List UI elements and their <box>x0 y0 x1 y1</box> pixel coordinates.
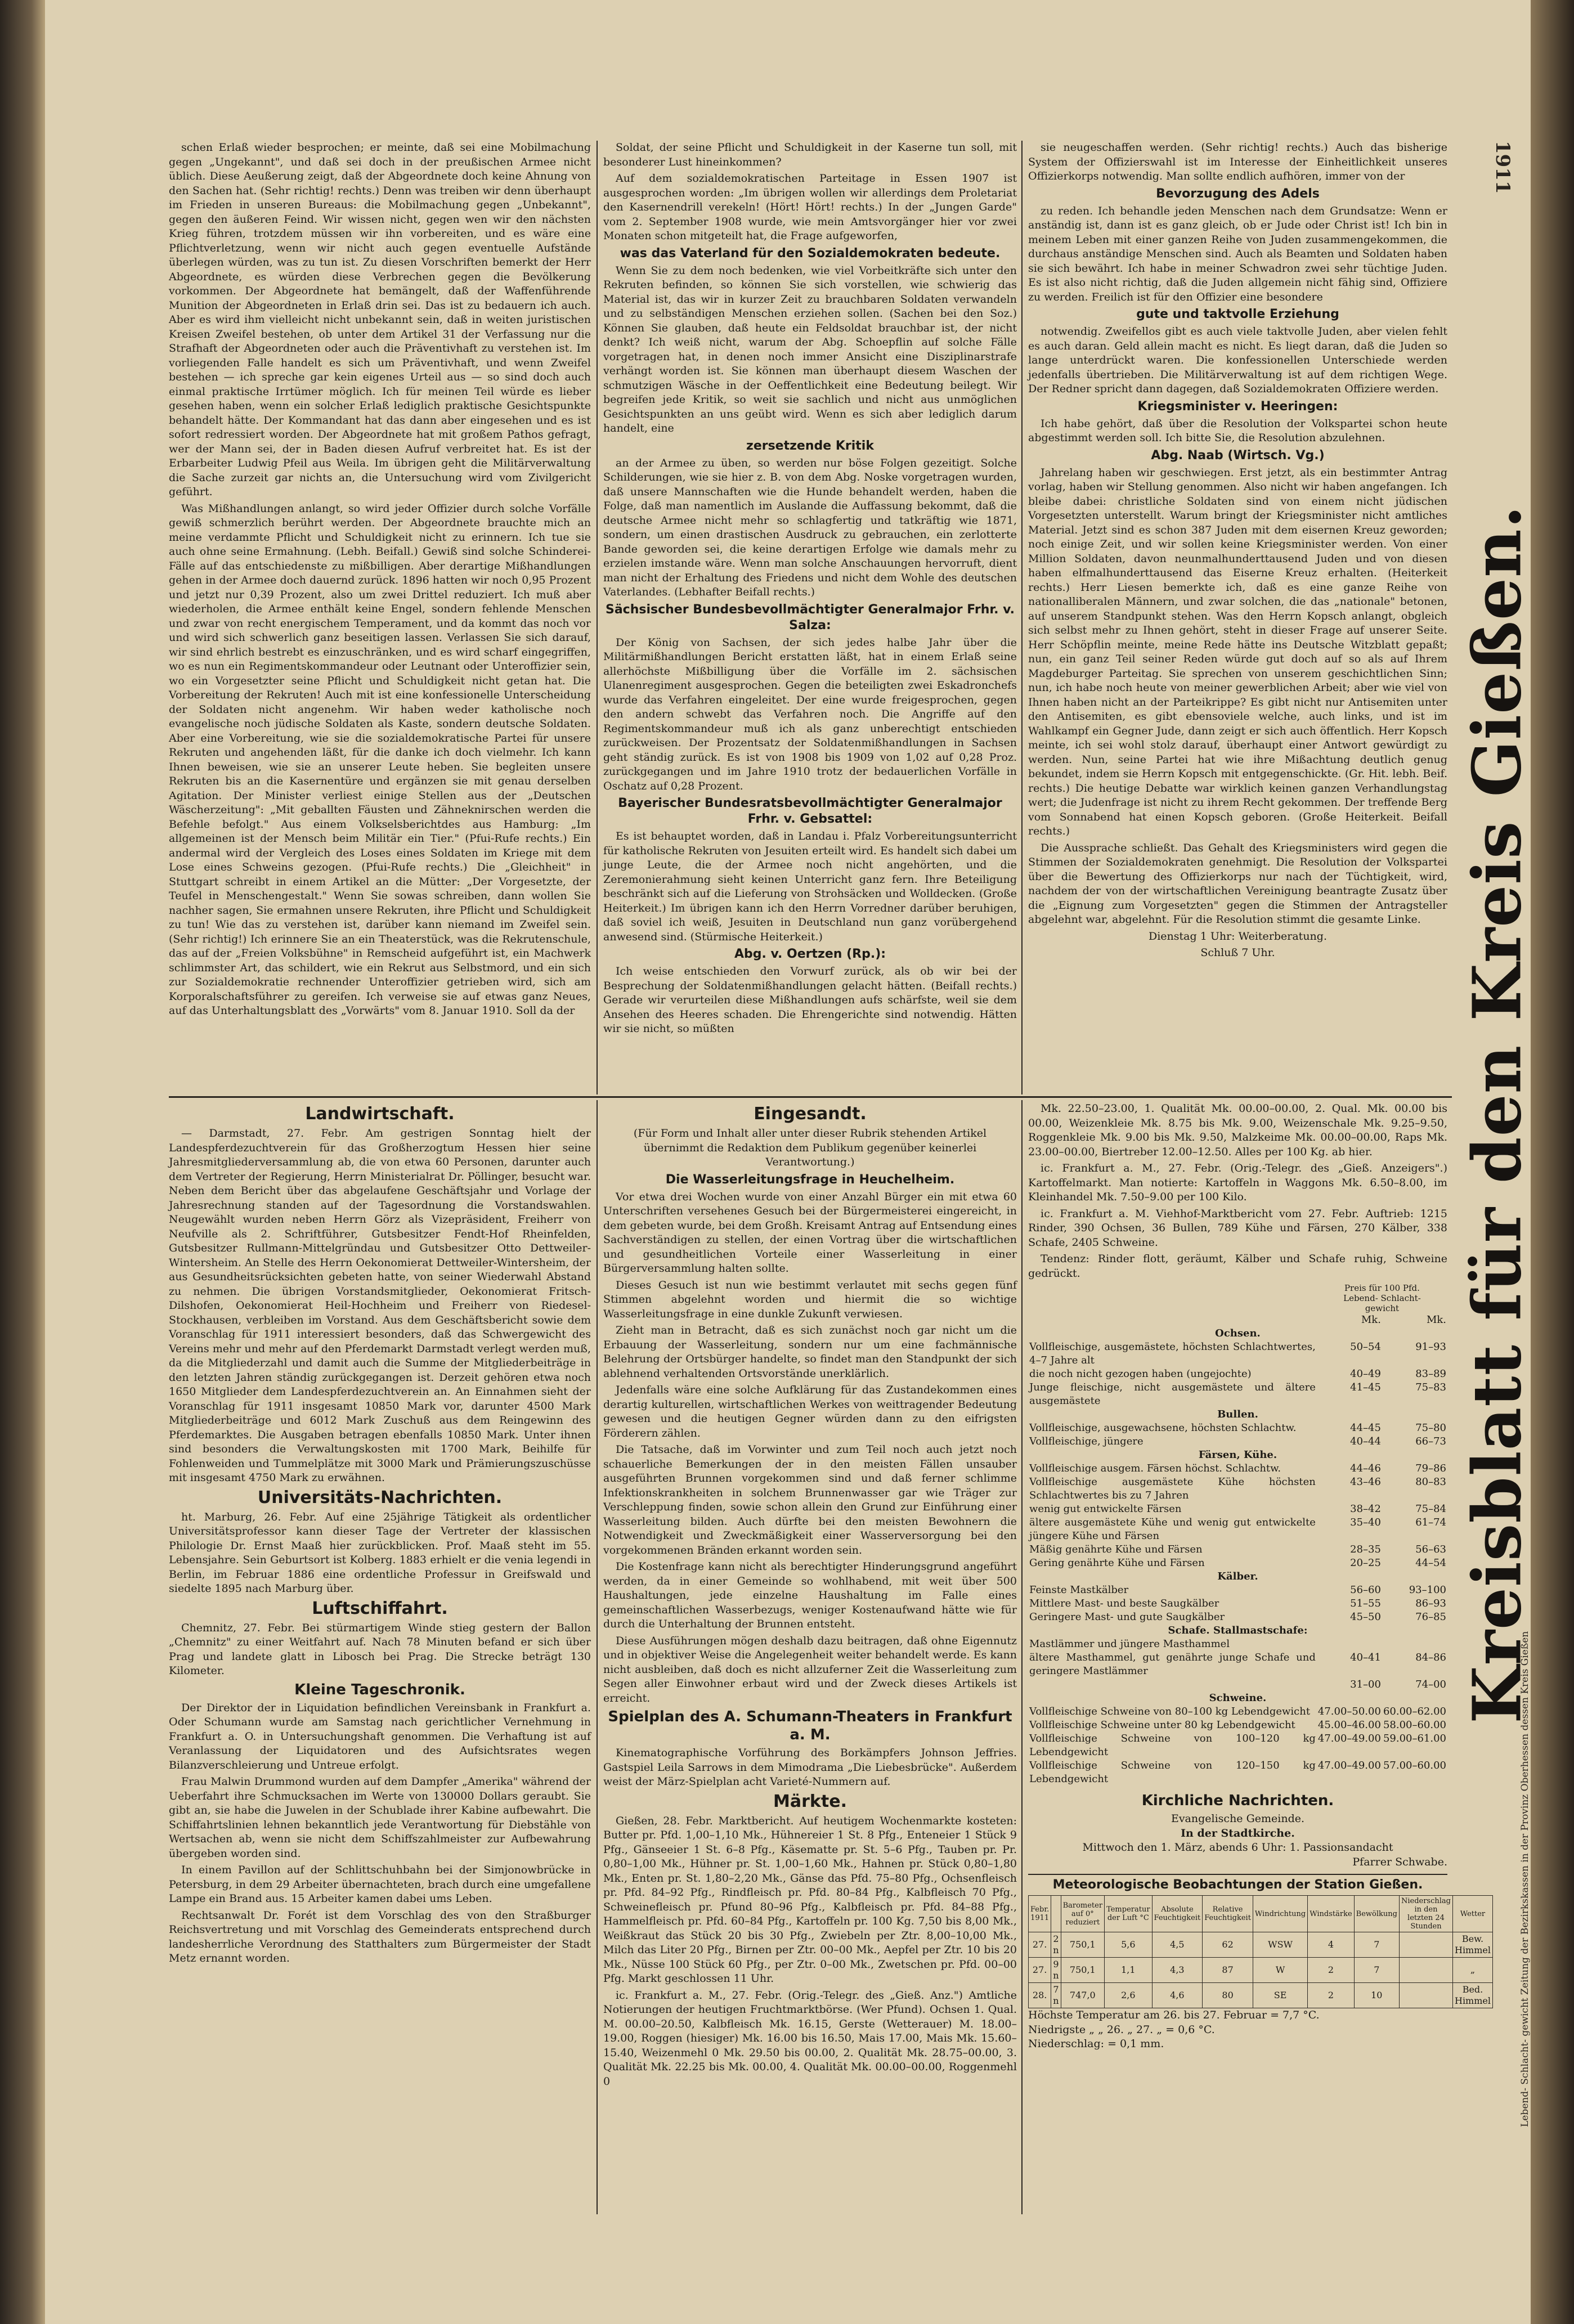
subheading: Bevorzugung des Adels <box>1156 186 1320 201</box>
lower-column-1 <box>169 1102 591 2213</box>
price-row <box>1028 1597 1447 1610</box>
subheading: gute und taktvolle Erziehung <box>1136 307 1339 321</box>
price-value: 43–46 <box>1350 1476 1381 1488</box>
price-value: 80–83 <box>1415 1476 1446 1488</box>
paragraph: Was Mißhandlungen anlangt, so wird jeder Offizier durch solche Vorfälle gewiß schmerzlich berührt werden. Der Abgeordnete brauchte mich an meine verdammte Pflicht und Schuldigkeit nicht zu erinnern. Ich tue sie auch ohne seine Ermahnung. (Lebh. Beifall.) Gewiß sind solche Schinderei-Fälle auf das entschiedenste zu mißbilligen. Aber derartige Mißhandlungen gehen in der Armee doch dauernd zurück. 1896 hatten wir noch 0,95 Prozent und jetzt nur 0,39 Prozent, also um zwei Drittel reduziert. Ich muß aber wiederholen, die Armee enthält keine Engel, sondern fehlende Menschen und zwar von recht energischem Temperament, und da kommt das noch vor und wird sich schwerlich ganz beseitigen lassen. Verlassen Sie sich darauf, wir sind ehrlich bestrebt es einzuschränken, und es wird scharf eingegriffen, wo es nun ein Regimentskommandeur oder Leutnant oder Unteroffizier sein, wo ein Vorgesetzter seine Pflicht und Schuldigkeit nicht getan hat. Die Vorbereitung der Rekruten! Auch mit ist eine konfessionelle Unterscheidung der Soldaten nicht angenehm. Wir haben weder katholische noch evangelische noch jüdische Soldaten als Kaste, sondern deutsche Soldaten. Aber eine Vorbereitung, wie sie die sozialdemokratische Partei für unsere Rekruten und angehenden läßt, für die danke ich doch vielmehr. Ich kann Ihnen beweisen, wie sie an unserer Leute heben. Sie begleiten unsere Rekruten bis an die Kasernentüre und ergänzen sie mit genau derselben Agitation. Der Minister verliest einige Stellen aus der „Deutschen Wäscherzeitung": „Mit geballten Fäusten und Zähneknirschen werden die Befehle befolgt." Aus einem Volkselsberichtdes aus Hamburg: „Im allgemeinen ist der Mensch beim Militär ein Tier." (Pfui-Rufe rechts.) Ein andermal wird der Vergleich des Loses eines Soldaten im Kriege mit dem Lose eines Schweins gezogen. (Pfui-Rufe rechts.) Die „Gleichheit" in Stuttgart schreibt in einem Artikel an die Mütter: „Der Vorgesetzte, der Teufel in Menschengestalt." Wenn Sie sowas schreiben, dann wollen Sie nachher sagen, Sie ermahnen unsere Rekruten, ihre Pflicht und Schuldigkeit zu tun! Wie das zu verstehen ist, darüber kann niemand im Zweifel sein. (Sehr richtig!) Ich erinnere Sie an ein Theaterstück, was die Rekrutenschule, das auf der „Freien Volksbühne" in Remscheid aufgeführt ist, ein Machwerk schlimmster Art, das schildert, wie ein Rekrut aus Selbstmord, und ein sich zur Sozialdemokratie rechnender Unteroffizier getrieben wird, sich am Korporalschaftsführer zu gereifen. Ich verweise sie auf etwas ganz Neues, auf das Unterhaltungsblatt des „Vorwärts" vom 8. Januar 1910. Soll da der <box>169 502 591 1017</box>
column-rule <box>597 1100 598 2214</box>
price-value: 56–60 <box>1350 1584 1381 1596</box>
price-row <box>1028 1502 1447 1516</box>
price-section-title: Kälber. <box>1217 1571 1258 1582</box>
weather-cell <box>1399 1932 1452 1958</box>
column-rule <box>597 141 598 1094</box>
paragraph: Chemnitz, 27. Febr. Bei stürmartigem Winde stieg gestern der Ballon „Chemnitz" zu einer Weitfahrt auf. Nach 78 Minuten befand er sich über Prag und landete glatt in Libosch bei Prag. Die Strecke beträgt 130 Kilometer. <box>169 1621 591 1677</box>
paragraph: an der Armee zu üben, so werden nur böse Folgen gezeitigt. Solche Schilderungen, wie sie hier z. B. von dem Abg. Noske vorgetragen wurden, daß unsere Mannschaften wie die Hunde behandelt werden, haben die Folge, daß man namentlich im Auslande die Auffassung bekommt, daß die deutsche Armee nicht mehr so schlagfertig und tatkräftig wie 1871, sondern, um einen drastischen Ausdruck zu gebrauchen, ein zerlotterte Bande geworden sei, die keine derartigen Erfolge wie damals mehr zu erzielen imstande wäre. Wenn man solche Anschauungen hervorruft, dient man nicht der Erhaltung des Friedens und nicht dem Wohle des deutschen Vaterlandes. (Lebhafter Beifall rechts.) <box>603 456 1017 598</box>
weather-cell: 2 <box>1308 1983 1354 2008</box>
price-row <box>1028 1678 1447 1692</box>
price-value <box>1382 1637 1447 1651</box>
price-row <box>1028 1556 1447 1570</box>
price-row <box>1028 1340 1447 1367</box>
weather-cell: 27. <box>1029 1958 1051 1983</box>
section-rule <box>169 1096 1452 1098</box>
weather-column-header: Niederschlag in den letzten 24 Stunden <box>1399 1896 1452 1932</box>
paragraph: sie neugeschaffen werden. (Sehr richtig! rechts.) Auch das bisherige System der Offizierswahl ist im Interesse der Einheitlichkeit unseres Offizierkorps notwendig. Man sollte endlich aufhören, immer von der <box>1028 141 1447 182</box>
price-value: 74–00 <box>1415 1679 1446 1690</box>
weather-cell: 4,6 <box>1152 1983 1203 2008</box>
weather-cell: 4,3 <box>1152 1958 1203 1983</box>
price-value: 75–80 <box>1415 1422 1446 1434</box>
weather-column-header: Wetter <box>1452 1896 1492 1932</box>
margin-year: 1911 <box>1491 141 1514 194</box>
price-value: 56–63 <box>1415 1544 1446 1555</box>
price-value: 40–49 <box>1350 1368 1381 1380</box>
paragraph: notwendig. Zweifellos gibt es auch viele taktvolle Juden, aber vielen fehlt es auch daran. Geld allein macht es nicht. Es liegt daran, daß die Juden so lange unterdrückt waren. Die konfessionellen Unterschiede werden jedenfalls übertrieben. Die Militärverwaltung ist auf dem richtigen Wege. Der Redner spricht dann dagegen, daß Sozialdemokraten Offiziere werden. <box>1028 325 1447 395</box>
weather-footnote: Niedrigste „ „ 26. „ 27. „ = 0,6 °C. <box>1028 2023 1215 2036</box>
weather-cell: SE <box>1253 1983 1307 2008</box>
speaker-heading: Abg. Naab (Wirtsch. Vg.) <box>1151 448 1325 463</box>
price-label: Mastlämmer und jüngere Masthammel <box>1029 1638 1230 1650</box>
price-row <box>1028 1516 1447 1543</box>
paragraph: Die Tatsache, daß im Vorwinter und zum Teil noch auch jetzt noch schauerliche Bemerkungen der in den meisten Fällen unsauber ausgeführten Brunnen vorgekommen sind und daß ferner schlimme Infektionskrankheiten in solchem Brunnenwasser gar wie Träger zur Verschleppung finden, sowie schon allein den Grund zur Einführung einer Wasserleitung bilden. Auch dürfte bei den meisten Bewohnern die Notwendigkeit und Zweckmäßigkeit einer Wasserversorgung bei den vorgekommenen Bränden erkannt worden sein. <box>603 1443 1017 1556</box>
price-section-title: Ochsen. <box>1215 1327 1261 1339</box>
weather-row <box>1029 1932 1493 1958</box>
lower-column-2 <box>603 1102 1017 2213</box>
paragraph: — Darmstadt, 27. Febr. Am gestrigen Sonntag hielt der Landespferdezuchtverein für das Großherzogtum Hessen hier seine Jahresmitgliederversammlung ab, die von etwa 60 Personen, darunter auch dem Vertreter der Regierung, Herrn Ministerialrat Dr. Pöllinger, besucht war. Neben dem Bericht über das abgelaufene Geschäftsjahr und Vorlage der Jahresrechnung standen auf der Tagesordnung die Vorstandswahlen. Neugewählt wurden neben Herrn Görz als Vizepräsident, Freiherr von Neufville als 2. Schriftführer, Gutsbesitzer Fendt-Hof Rheinfelden, Gutsbesitzer Rullmann-Mittelgründau und Gutsbesitzer Otto Dettweiler-Wintersheim. An Stelle des Herrn Oekonomierat Dettweiler-Wintersheim, der aus Gesundheitsrücksichten gebeten hatte, von seiner Wiederwahl Abstand zu nehmen. Die übrigen Vorstandsmitglieder, Oekonomierat Fritsch-Dilshofen, Oekonomierat Heil-Hochheim und Freiherr von Riedesel-Stockhausen, verbleiben im Vorstand. Aus dem Geschäftsbericht sowie dem Voranschlag für 1911 interessiert besonders, daß das Schwergewicht des Vereins mehr und mehr auf den Pferdemarkt Darmstadt verlegt werden muß, da die Mitgliederzahl und damit auch die Summe der Mitgliederbeiträge in den letzten Jahren ständig zurückgegangen ist. Derzeit gehören etwa noch 1650 Mitglieder dem Landespferdezuchtverein an. An Einnahmen sieht der Voranschlag für 1911 insgesamt 10850 Mark vor, darunter 4500 Mark Mitgliederbeiträge und 6012 Mark Zuschuß aus dem Reingewinn des Pferdemarktes. Die Ausgaben betragen ebenfalls 10850 Mark. Unter ihnen sind besonders die Verwaltungskosten mit 1700 Mark, Beihilfe für Fohlenweiden und Tummelplätze mit 3000 Mark und Prämierungszuschüsse mit insgesamt 4750 Mark zu erwähnen. <box>169 1127 591 1484</box>
price-value <box>1317 1637 1382 1651</box>
price-value: 40–44 <box>1350 1435 1381 1447</box>
price-value: 20–25 <box>1350 1557 1381 1569</box>
price-label: ältere Masthammel, gut genährte junge Schafe und geringere Mastlämmer <box>1029 1652 1316 1677</box>
paragraph: ic. Frankfurt a. M., 27. Febr. (Orig.-Telegr. des „Gieß. Anzeigers".) Kartoffelmarkt. Man notierte: Kartoffeln in Waggons Mk. 6.50–8.00, im Kleinhandel Mk. 7.50–9.00 per 100 Kilo. <box>1028 1162 1447 1203</box>
price-label: Vollfleischige Schweine von 100–120 kg Lebendgewicht <box>1029 1733 1316 1758</box>
weather-column-header <box>1051 1896 1061 1932</box>
session-note: Schluß 7 Uhr. <box>1200 946 1275 959</box>
price-row <box>1028 1637 1447 1651</box>
price-section-title: Bullen. <box>1217 1408 1258 1420</box>
price-section-title: Schweine. <box>1209 1692 1267 1704</box>
weather-column-header: Febr. 1911 <box>1029 1896 1051 1932</box>
weather-cell: 87 <box>1203 1958 1253 1983</box>
price-value: 31–00 <box>1350 1679 1381 1690</box>
section-heading: Eingesandt. <box>754 1104 867 1124</box>
paragraph: Kinematographische Vorführung des Borkämpfers Johnson Jeffries. Gastspiel Leila Sarrows in dem Mimodrama „Die Liebesbrücke". Außerdem weist der März-Spielplan acht Varieté-Nummern auf. <box>603 1747 1017 1788</box>
disclaimer: (Für Form und Inhalt aller unter dieser Rubrik stehenden Artikel übernimmt die Redaktion dem Publikum gegenüber keinerlei Verantwortung.) <box>633 1127 987 1168</box>
book-binding <box>0 0 45 2324</box>
price-row <box>1028 1719 1447 1732</box>
weather-cell: WSW <box>1253 1932 1307 1958</box>
paragraph: Jedenfalls wäre eine solche Aufklärung für das Zustandekommen eines derartig kulturellen, wirtschaftlichen Werkes von weittragender Bedeutung gewesen und die heutigen Gegner würden dann zu den eifrigsten Förderern zählen. <box>603 1384 1017 1439</box>
subheading: was das Vaterland für den Sozialdemokraten bedeute. <box>620 246 1001 261</box>
paragraph: Der König von Sachsen, der sich jedes halbe Jahr über die Militärmißhandlungen Bericht erstatten läßt, hat in einem Erlaß seine allerhöchste Mißbilligung über die Vorfälle im 2. sächsischen Ulanenregiment ausgesprochen. Gegen die beteiligten zwei Eskadronchefs wurde das Verfahren eingeleitet. Der eine wurde freigesprochen, gegen den andern schwebt das Verfahren noch. Die Angriffe auf den Regimentskommandeur muß ich als ganz unberechtigt entschieden zurückweisen. Der Prozentsatz der Soldatenmißhandlungen in Sachsen geht ständig zurück. Es ist von 1908 bis 1909 von 1,02 auf 0,28 Proz. zurückgegangen und im Jahre 1910 trotz der bedauerlichen Vorfälle in Oschatz auf 0,28 Prozent. <box>603 636 1017 792</box>
price-header: gewicht <box>1365 1303 1400 1313</box>
weather-cell: 7 <box>1354 1958 1399 1983</box>
price-value: 51–55 <box>1350 1598 1381 1609</box>
paragraph: ic. Frankfurt a. M., 27. Febr. (Orig.-Telegr. des „Gieß. Anz.") Amtliche Notierungen der heutigen Fruchtmarktbörse. (Wer Pfund). Ochsen 1. Qual. M. 00.00–20.50, Kalbfleisch Mk. 16.15, Gerste (Wetterauer) M. 18.00–19.00, Roggen (hiesiger) Mk. 16.00 bis 16.50, Mais 17.00, Mais Mk. 15.60–15.40, Weizenmehl 0 Mk. 29.50 bis 00.00, 2. Qualität Mk. 28.75–00.00, 3. Qualität Mk. 22.25 bis Mk. 00.00, 4. Qualität Mk. 00.00–00.00, Roggenmehl 0 <box>603 1989 1017 2088</box>
section-heading: Märkte. <box>773 1791 847 1811</box>
paragraph: Es ist behauptet worden, daß in Landau i. Pfalz Vorbereitungsunterricht für katholische Rekruten von Jesuiten erteilt wird. Es handelt sich dabei um junge Leute, die der Armee noch nicht angehörten, und die Zeremonierahmung sieht keinen Unterricht ganz fern. Ihre Beteiligung beschränkt sich auf die Lieferung von Strohsäcken und Wolldecken. (Große Heiterkeit.) Im übrigen kann ich den Herrn Vorredner darüber beruhigen, daß soviel ich weiß, Jesuiten in Deutschland nun ganz vorübergehend anwesend sind. (Stürmische Heiterkeit.) <box>603 830 1017 943</box>
price-row <box>1028 1610 1447 1624</box>
price-row <box>1028 1543 1447 1556</box>
price-row <box>1028 1367 1447 1381</box>
price-label: Vollfleischige, ausgemästete, höchsten Schlachtwertes, 4–7 Jahre alt <box>1029 1341 1316 1366</box>
paragraph: In einem Pavillon auf der Schlittschuhbahn bei der Simjonowbrücke in Petersburg, in dem 29 Arbeiter übernachteten, brach durch eine umgefallene Lampe ein Brand aus. 15 Arbeiter kamen dabei ums Leben. <box>169 1864 591 1905</box>
margin-note: Lebend- Schlacht- gewicht Zeitung der Bezirkskassen in der Provinz Oberhessen dessen Kreis Gießen <box>1519 1631 1531 2127</box>
weather-table <box>1028 1895 1493 2008</box>
weather-cell: 28. <box>1029 1983 1051 2008</box>
price-label: Vollfleischige ausgem. Färsen höchst. Schlachtw. <box>1029 1462 1281 1474</box>
article-column-1 <box>169 141 591 1093</box>
price-value: 45.00–46.00 <box>1317 1719 1381 1731</box>
paragraph: Auf dem sozialdemokratischen Parteitage in Essen 1907 ist ausgesprochen worden: „Im übrigen wollen wir allerdings dem Proletariat den Kasernendrill verekeln! (Hört! Hört! rechts.) In der „Jungen Garde" vom 2. September 1908 wurde, wie mein Amtsvorgänger hier vor zwei Monaten schon mitgeteilt hat, die Frage aufgeworfen, <box>603 172 1017 242</box>
price-label: die noch nicht gezogen haben (ungejochte) <box>1029 1368 1252 1380</box>
weather-cell: Bew. Himmel <box>1452 1932 1492 1958</box>
price-value: 44–54 <box>1415 1557 1446 1569</box>
price-label: Feinste Mastkälber <box>1029 1584 1129 1596</box>
section-heading: Meteorologische Beobachtungen der Station Gießen. <box>1028 1874 1447 1893</box>
speaker-heading: Kriegsminister v. Heeringen: <box>1137 399 1338 414</box>
price-label: Vollfleischige ausgemästete Kühe höchsten Schlachtwertes bis zu 7 Jahren <box>1029 1476 1316 1501</box>
price-value: 84–86 <box>1415 1652 1446 1663</box>
paragraph: Soldat, der seine Pflicht und Schuldigkeit in der Kaserne tun soll, mit besonderer Lust hineinkommen? <box>603 141 1017 168</box>
section-heading: Kleine Tageschronik. <box>294 1681 465 1698</box>
price-value: 58.00–60.00 <box>1383 1719 1446 1731</box>
price-row <box>1028 1651 1447 1678</box>
section-heading: Kirchliche Nachrichten. <box>1141 1792 1334 1809</box>
weather-cell: 80 <box>1203 1983 1253 2008</box>
weather-cell: W <box>1253 1958 1307 1983</box>
weather-cell: 2 <box>1308 1958 1354 1983</box>
subheading: Die Wasserleitungsfrage in Heuchelheim. <box>665 1172 955 1187</box>
paragraph: Wenn Sie zu dem noch bedenken, wie viel Vorbeitkräfte sich unter den Rekruten befinden, so können Sie sich vorstellen, wie schwierig das Material ist, das wir in kurzer Zeit zu brauchbaren Soldaten verwandeln und zu selbständigen Menschen erziehen sollen. (Sachen bei den Soz.) Können Sie glauben, daß heute ein Feldsoldat brauchbar ist, der nicht denkt? Ich weiß nicht, warum der Abg. Schoepflin auf solche Fälle vorgetragen hat, in denen noch immer Ansicht eine Disziplinarstrafe verhängt worden ist. Sie können man überhaupt diesem Waschen der schmutzigen Wäsche in der Oeffentlichkeit eine Bedeutung beilegt. Wir begreifen jede Kritik, so weit sie sachlich und nicht aus unmöglichen Gesichtspunkten an uns geübt wird. Wenn es sich aber lediglich darum handelt, eine <box>603 264 1017 434</box>
paragraph: Gießen, 28. Febr. Marktbericht. Auf heutigem Wochenmarkte kosteten: Butter pr. Pfd. 1,00–1,10 Mk., Hühnereier 1 St. 8 Pfg., Enteneier 1 Stück 9 Pfg., Gänseeier 1 St. 6–8 Pfg., Käsematte pr. St. 5–6 Pfg., Tauben pr. Pr. 0,80–1,00 Mk., Hühner pr. St. 1,00–1,60 Mk., Hahnen pr. Stück 0,80–1,80 Mk., Enten pr. St. 1,80–2,20 Mk., Gänse das Pfd. 75–80 Pfg., Ochsenfleisch pr. Pfd. 84–92 Pfg., Rindfleisch pr. Pfd. 80–84 Pfg., Kalbfleisch 70 Pfg., Schweinefleisch pr. Pfund 80–96 Pfg., Kalbfleisch pr. Pfd. 84–88 Pfg., Hammelfleisch pr. Pfd. 60–84 Pfg., Kartoffeln pr. 100 Kg. 7,50 bis 8,00 Mk., Weißkraut das Stück 20 bis 30 Pfg., Zwiebeln per Ztr. 8,00–10,00 Mk., Milch das Liter 20 Pfg., Birnen per Ztr. 00–00 Mk., Aepfel per Ztr. 10 bis 20 Mk., Nüsse 100 Stück 60 Pfg., per Ztr. 0–00 Mk., Zwetschen pr. Pfd. 00–00 Pfg. Markt geschlossen 11 Uhr. <box>603 1814 1017 1985</box>
church-sign: Pfarrer Schwabe. <box>1352 1855 1447 1868</box>
masthead-title: Kreisblatt für den Kreis Gießen. <box>1458 505 1536 1724</box>
paragraph: zu reden. Ich behandle jeden Menschen nach dem Grundsatze: Wenn er anständig ist, dann ist es ganz gleich, ob er Jude oder Christ ist! Ich bin in meinem Leben mit einer ganzen Reihe von Juden zusammengekommen, die durchaus anständige Menschen sind. Auch als Beamten und Soldaten haben sie sich bewährt. Ich habe in meiner Schwadron zwei sehr tüchtige Juden. Es ist also nicht richtig, daß die Juden allgemein nicht fähig sind, Offiziere zu werden. Freilich ist für den Offizier eine besondere <box>1028 204 1447 303</box>
paragraph: Frau Malwin Drummond wurden auf dem Dampfer „Amerika" während der Ueberfahrt ihre Schmucksachen im Werte von 130000 Dollars geraubt. Sie gibt an, sie habe die Juwelen in der Schublade ihrer Kabine aufbewahrt. Die Schiffahrtslinien lehnen bekanntlich jede Verantwortung für Diebstähle von Wertsachen ab, wenn sie nicht dem Schiffszahlmeister zur Aufbewahrung übergeben worden sind. <box>169 1775 591 1860</box>
price-table <box>1028 1283 1447 1786</box>
section-heading: Universitäts-Nachrichten. <box>257 1487 503 1508</box>
weather-cell <box>1399 1983 1452 2008</box>
weather-cell: 7 <box>1354 1932 1399 1958</box>
price-value: 91–93 <box>1415 1341 1446 1353</box>
weather-column-header: Barometer auf 0° reduziert <box>1061 1896 1105 1932</box>
paragraph: schen Erlaß wieder besprochen; er meinte, daß sei eine Mobilmachung gegen „Ungekannt", und daß sei doch in der preußischen Armee nicht üblich. Diese Aeußerung zeigt, daß der Abgeordnete doch keine Ahnung von den Sachen hat. (Sehr richtig! rechts.) Denn was treiben wir denn überhaupt im Frieden in unseren Bureaus: die Mobilmachung gegen „Unbekannt", gegen den äußeren Feind. Wir wissen nicht, gegen wen wir den nächsten Krieg führen, trotzdem müssen wir ihn vorbereiten, und es wäre eine Pflichtverletzung, wenn wir nicht auch gegen eventuelle Aufstände überlegen würden, was zu tun ist. Zu diesen Vorschriften bemerkt der Herr Abgeordnete, es würden diese Verbrechen gegen die Bevölkerung vorkommen. Der Abgeordnete hat bemängelt, daß der Waffenführende Munition der Abgeordneten in Erlaß drin sei. Das ist zu bedauern ich auch. Aber es wird ihm vielleicht nicht unbekannt sein, daß in weiten juristischen Kreisen Zweifel bestehen, ob unter dem Artikel 31 der Verfassung nur die Strafhaft der Abgeordneten oder auch die Präventivhaft zu verstehen ist. Im vorliegenden Falle handelt es sich um Präventivhaft, und wenn Zweifel bestehen — ich spreche gar kein eigenes Urteil aus — so sind doch auch einmal praktische Irrtümer möglich. Ich für meinen Teil würde es lieber gesehen haben, wenn ein solcher Erlaß lediglich praktische Gesichtspunkte behandelt hätte. Der Kommandant hat das dann aber eingesehen und es ist sofort redressiert worden. Der Abgeordnete hat mit großem Pathos gefragt, wer der Mann sei, der in Baden diesen Aufruf verbreitet hat. Es ist der Erbarbeiter Ludwig Pfeil aus Weila. Im übrigen geht die Militärverwaltung die Sache zurzeit gar nichts an, die Untersuchung wird vom Zivilgericht geführt. <box>169 141 591 498</box>
price-row <box>1028 1421 1447 1435</box>
paragraph: Ich habe gehört, daß über die Resolution der Volkspartei schon heute abgestimmt werden soll. Ich bitte Sie, die Resolution abzulehnen. <box>1028 417 1447 444</box>
price-label: Mäßig genährte Kühe und Färsen <box>1029 1544 1203 1555</box>
speaker-heading: Bayerischer Bundesratsbevollmächtigter Generalmajor Frhr. v. Gebsattel: <box>618 796 1002 826</box>
weather-cell <box>1399 1958 1452 1983</box>
price-row <box>1028 1705 1447 1719</box>
weather-cell: Bed. Himmel <box>1452 1983 1492 2008</box>
price-value: 93–100 <box>1409 1584 1446 1596</box>
price-label: Vollfleischige Schweine von 120–150 kg Lebendgewicht <box>1029 1760 1316 1785</box>
paragraph: Zieht man in Betracht, daß es sich zunächst noch gar nicht um die Erbauung der Wasserleitung, sondern nur um eine fachmännische Belehrung der Ortsbürger handelte, so findet man den Standpunkt der sich ablehnend verhaltenden Ortsvorstände unerklärlich. <box>603 1324 1017 1380</box>
weather-column-header: Relative Feuchtigkeit <box>1203 1896 1253 1932</box>
price-value: 61–74 <box>1415 1517 1446 1528</box>
price-value: 50–54 <box>1350 1341 1381 1353</box>
price-value: 60.00–62.00 <box>1383 1706 1446 1717</box>
weather-cell: 7 n <box>1051 1983 1061 2008</box>
weather-cell: 27. <box>1029 1932 1051 1958</box>
price-row <box>1028 1381 1447 1408</box>
price-value: 59.00–61.00 <box>1383 1733 1446 1744</box>
price-label: Gering genährte Kühe und Färsen <box>1029 1557 1205 1569</box>
paragraph: ht. Marburg, 26. Febr. Auf eine 25jährige Tätigkeit als ordentlicher Universitätsprofessor kann dieser Tage der Vertreter der klassischen Philologie Dr. Ernst Maaß hier zurückblicken. Prof. Maaß steht im 55. Lebensjahre. Sein Geburtsort ist Kolberg. 1883 erhielt er die venia legendi in Berlin, im Februar 1886 eine ordentliche Professur in Greifswald und siedelte 1895 nach Marburg über. <box>169 1510 591 1595</box>
weather-cell: 62 <box>1203 1932 1253 1958</box>
weather-footnote: Niederschlag: = 0,1 mm. <box>1028 2038 1164 2050</box>
weather-column-header: Bewölkung <box>1354 1896 1399 1932</box>
weather-cell: 10 <box>1354 1983 1399 2008</box>
paragraph: Tendenz: Rinder flott, geräumt, Kälber und Schafe ruhig, Schweine gedrückt. <box>1028 1253 1447 1280</box>
price-row <box>1028 1462 1447 1475</box>
column-rule <box>1021 1100 1023 2214</box>
price-value: 47.00–49.00 <box>1317 1733 1381 1744</box>
price-value: 47.00–49.00 <box>1317 1760 1381 1771</box>
price-unit: Mk. <box>1426 1314 1446 1326</box>
weather-cell: 2,6 <box>1105 1983 1152 2008</box>
price-value: 57.00–60.00 <box>1383 1760 1446 1771</box>
price-value: 38–42 <box>1350 1503 1381 1515</box>
price-value: 44–46 <box>1350 1462 1381 1474</box>
price-value: 76–85 <box>1415 1611 1446 1623</box>
paragraph: Vor etwa drei Wochen wurde von einer Anzahl Bürger ein mit etwa 60 Unterschriften versehenes Gesuch bei der Bürgermeisterei eingereicht, in dem gebeten wurde, bei dem Großh. Kreisamt Antrag auf Entsendung eines Sachverständigen zu stellen, der einen Vortrag über die wirtschaftlichen und gesundheitlichen Vorteile einer Wasserleitung in einer Bürgerversammlung halten sollte. <box>603 1190 1017 1275</box>
speaker-heading: Sächsischer Bundesbevollmächtigter Generalmajor Frhr. v. Salza: <box>605 602 1015 632</box>
weather-cell: 1,1 <box>1105 1958 1152 1983</box>
page-edge-shadow <box>1531 0 1574 2324</box>
church-sub: Evangelische Gemeinde. <box>1171 1812 1305 1825</box>
price-label: Junge fleischige, nicht ausgemästete und ältere ausgemästete <box>1029 1381 1316 1407</box>
price-value: 44–45 <box>1350 1422 1381 1434</box>
lower-column-3 <box>1028 1102 1491 2213</box>
price-unit: Mk. <box>1361 1314 1381 1326</box>
price-value: 75–84 <box>1415 1503 1446 1515</box>
price-label <box>1028 1678 1317 1692</box>
weather-column-header: Windrichtung <box>1253 1896 1307 1932</box>
price-row <box>1028 1583 1447 1597</box>
church-sub: In der Stadtkirche. <box>1181 1827 1295 1840</box>
weather-cell: 750,1 <box>1061 1932 1105 1958</box>
paragraph: ic. Frankfurt a. M. Viehhof-Marktbericht vom 27. Febr. Auftrieb: 1215 Rinder, 390 Ochsen, 36 Bullen, 789 Kühe und Färsen, 270 Kälber, 338 Schafe, 2405 Schweine. <box>1028 1207 1447 1249</box>
speaker-heading: Abg. v. Oertzen (Rp.): <box>734 947 886 961</box>
price-label: Geringere Mast- und gute Saugkälber <box>1029 1611 1225 1623</box>
price-section-title: Schafe. Stallmastschafe: <box>1168 1625 1308 1636</box>
weather-cell: 2 n <box>1051 1932 1061 1958</box>
weather-cell: 5,6 <box>1105 1932 1152 1958</box>
price-label: wenig gut entwickelte Färsen <box>1029 1503 1182 1515</box>
price-value: 45–50 <box>1350 1611 1381 1623</box>
section-heading: Spielplan des A. Schumann-Theaters in Frankfurt a. M. <box>608 1708 1012 1743</box>
paragraph: Dieses Gesuch ist nun wie bestimmt verlautet mit sechs gegen fünf Stimmen abgelehnt worden und hiermit die so wichtige Wasserleitungsfrage in eine dunkle Zukunft verwiesen. <box>603 1278 1017 1320</box>
weather-row <box>1029 1983 1493 2008</box>
price-header: Lebend- Schlacht- <box>1343 1293 1421 1303</box>
paragraph: Jahrelang haben wir geschwiegen. Erst jetzt, als ein bestimmter Antrag vorlag, haben wir Stellung genommen. Also nicht wir haben angefangen. Ich bleibe dabei: christliche Soldaten sind von einem nicht jüdischen Vorgesetzten unterstellt. Warum bringt der Kriegsminister nicht amtliches Material. Jetzt sind es schon 387 Juden mit dem eisernen Kreuz geworden; noch einige Zeit, und wir sollen keine Kriegsminister werden. Von einer Million Soldaten, davon neunmalhunderttausend Juden und von diesen haben elfmalhunderttausend das Eiserne Kreuz erhalten. (Heiterkeit rechts.) Herr Liesen bemerkte ich, daß es eine ganze Reihe von nationalliberalen Männern, und zwar solchen, die das „nationale" betonen, auf unserem Standpunkt stehen. Was den Herrn Kopsch anlangt, obgleich sich selbst mehr zu Ihnen gehört, steht in dieser Frage auf unserer Seite. Herr Schöpflin meinte, meine Rede hätte ins Deutsche Witzblatt gepaßt; nun, ein ganz Teil seiner Reden würde gut doch auf so als auf Ihrem Magdeburger Parteitag. Sie sprechen von unserem geschichtlichen Sinn; nun, ich habe noch heute von meiner gewerblichen Arbeit; aber wie viel von Ihnen haben nicht an der Parteikrippe? Es gibt nicht nur Antisemiten unter den Antisemiten, es gibt ebensoviele welche, auch links, und ist im Wahlkampf ein Gegner Jude, dann zeigt er sich auch öffentlich. Herr Kopsch meinte, ich sei wohl stolz darauf, überhaupt einer Antwort gewürdigt zu werden. Nun, seine Partei hat wie ihre Mißachtung deutlich genug bekundet, indem sie Herrn Kopsch mit entgegenschickte. (Gr. Hit. lebh. Beif. rechts.) Die heutige Debatte war wirklich keinen ganzen Verhandlungstag wert; die Judenfrage ist nicht zu ihrem Recht gekommen. Der treffende Berg vom Sonnabend hat einen Kopsch geboren. (Große Heiterkeit. Beifall rechts.) <box>1028 466 1447 837</box>
paragraph: Der Direktor der in Liquidation befindlichen Vereinsbank in Frankfurt a. Oder Schumann wurde am Samstag nach gerichtlicher Vernehmung in Frankfurt a. O. in Untersuchungshaft genommen. Die Verhaftung ist auf Veranlassung der Liquidatoren und des Aufsichtsrates wegen Bilanzverschleierung und Untreue erfolgt. <box>169 1701 591 1771</box>
weather-column-header: Temperatur der Luft °C <box>1105 1896 1152 1932</box>
paragraph: Die Kostenfrage kann nicht als berechtigter Hinderungsgrund angeführt werden, da in einer Gemeinde so wohlhabend, mit weit über 500 Haushaltungen, jede einzelne Haushaltung im Falle eines gemeinschaftlichen Wasserbezugs, weniger Kostenaufwand hätte wie für durch die Unterhaltung der Brunnen entsteht. <box>603 1560 1017 1630</box>
paragraph: Diese Ausführungen mögen deshalb dazu beitragen, daß ohne Eigennutz und in objektiver Weise die Angelegenheit weiter behandelt werde. Es kann nicht ausbleiben, daß doch es nicht allzuferner Zeit die Wasserleitung zum Segen aller Einwohner erbaut wird und der Zweck dieses Artikels ist erreicht. <box>603 1634 1017 1704</box>
weather-footnote: Höchste Temperatur am 26. bis 27. Februar = 7,7 °C. <box>1028 2009 1320 2021</box>
price-value: 47.00–50.00 <box>1317 1706 1381 1717</box>
price-section-title: Färsen, Kühe. <box>1198 1449 1277 1461</box>
price-label: Vollfleischige Schweine unter 80 kg Lebendgewicht <box>1029 1719 1295 1731</box>
article-column-2 <box>603 141 1017 1093</box>
price-label: Mittlere Mast- und beste Saugkälber <box>1029 1598 1219 1609</box>
price-value: 66–73 <box>1415 1435 1446 1447</box>
price-value: 75–83 <box>1415 1381 1446 1393</box>
price-row <box>1028 1759 1447 1786</box>
weather-cell: 4,5 <box>1152 1932 1203 1958</box>
weather-column-header: Windstärke <box>1308 1896 1354 1932</box>
price-value: 28–35 <box>1350 1544 1381 1555</box>
session-note: Dienstag 1 Uhr: Weiterberatung. <box>1149 930 1327 943</box>
price-value: 40–41 <box>1350 1652 1381 1663</box>
price-row <box>1028 1435 1447 1448</box>
paragraph: Mk. 22.50–23.00, 1. Qualität Mk. 00.00–00.00, 2. Qual. Mk. 00.00 bis 00.00, Weizenkleie Mk. 8.75 bis Mk. 9.00, Weizenschale Mk. 9.25–9.50, Roggenkleie Mk. 9.00 bis Mk. 9.50, Malzkeime Mk. 00.00–00.00, Raps Mk. 23.00–00.00, Biertreber 12.00–12.50. Alles per 100 Kg. ab hier. <box>1028 1102 1447 1158</box>
price-label: Vollfleischige, jüngere <box>1029 1435 1143 1447</box>
section-heading: Luftschiffahrt. <box>312 1598 448 1618</box>
section-heading: Landwirtschaft. <box>305 1104 455 1124</box>
weather-row <box>1029 1958 1493 1983</box>
price-value: 86–93 <box>1415 1598 1446 1609</box>
price-label: ältere ausgemästete Kühe und wenig gut entwickelte jüngere Kühe und Färsen <box>1029 1517 1316 1542</box>
price-value: 41–45 <box>1350 1381 1381 1393</box>
price-row <box>1028 1475 1447 1502</box>
subheading: zersetzende Kritik <box>746 438 874 453</box>
price-value: 83–89 <box>1415 1368 1446 1380</box>
price-label: Vollfleischige, ausgewachsene, höchsten Schlachtw. <box>1029 1422 1297 1434</box>
weather-cell: 747,0 <box>1061 1983 1105 2008</box>
price-label: Vollfleischige Schweine von 80–100 kg Lebendgewicht <box>1029 1706 1311 1717</box>
column-rule <box>1021 141 1023 1094</box>
paragraph: Die Aussprache schließt. Das Gehalt des Kriegsministers wird gegen die Stimmen der Sozialdemokraten genehmigt. Die Resolution der Volkspartei über die Bewertung des Offizierkorps nur nach der Tüchtigkeit, wird, nachdem der von der wirtschaftlichen Vereinigung beantragte Zusatz über die „Eignung zum Vorgesetzten" gegen die Stimmen der Antragsteller abgelehnt war, abgelehnt. Für die Resolution stimmt die gesamte Linke. <box>1028 841 1447 926</box>
price-value: 35–40 <box>1350 1517 1381 1528</box>
weather-cell: 4 <box>1308 1932 1354 1958</box>
price-header: Preis für 100 Pfd. <box>1344 1283 1420 1293</box>
paragraph: Ich weise entschieden den Vorwurf zurück, als ob wir bei der Besprechung der Soldatenmißhandlungen gelacht hätten. (Beifall rechts.) Gerade wir verurteilen diese Mißhandlungen aufs schärfste, weil sie dem Ansehen des Heeres schaden. Die Ehrengerichte sind notwendig. Hätten wir sie nicht, so müßten <box>603 965 1017 1035</box>
paragraph: Rechtsanwalt Dr. Forét ist dem Vorschlag des von den Straßburger Reichsvertretung und mit Vorschlag des Gemeinderats entsprechend durch landesherrliche Verordnung des Statthalters zum Bürgermeister der Stadt Metz ernannt worden. <box>169 1909 591 1964</box>
church-line: Mittwoch den 1. März, abends 6 Uhr: 1. Passionsandacht <box>1082 1841 1393 1854</box>
price-row <box>1028 1732 1447 1759</box>
weather-column-header: Absolute Feuchtigkeit <box>1152 1896 1203 1932</box>
price-value: 79–86 <box>1415 1462 1446 1474</box>
weather-cell: 9 n <box>1051 1958 1061 1983</box>
weather-cell: 750,1 <box>1061 1958 1105 1983</box>
article-column-3 <box>1028 141 1447 1093</box>
weather-cell: „ <box>1452 1958 1492 1983</box>
